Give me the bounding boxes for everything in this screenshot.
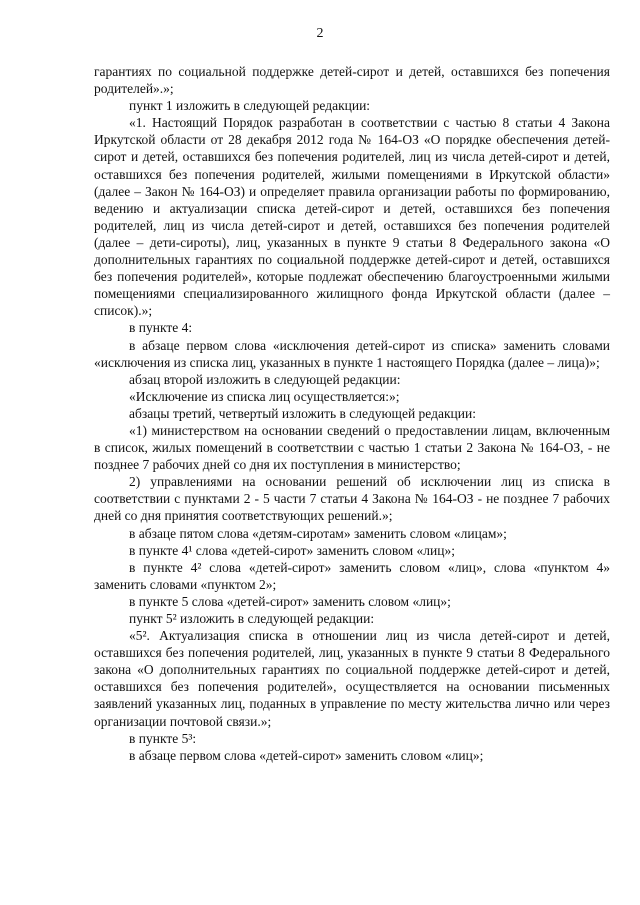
paragraph: абзац второй изложить в следующей редакции: — [129, 371, 401, 387]
paragraph: «Исключение из списка лиц осуществляется:»; — [129, 388, 400, 404]
paragraph: в пункте 4¹ слова «детей-сирот» заменить словом «лиц»; — [129, 542, 455, 558]
page-number: 2 — [316, 26, 324, 41]
paragraph: абзацы третий, четвертый изложить в следующей редакции: — [129, 405, 476, 421]
paragraph: «1. Настоящий Порядок разработан в соответствии с частью 8 статьи 4 Закона Иркутской области от 28 декабря 2012 года № 164-ОЗ «О порядке обеспечения детей-сирот и детей, оставшихся без попечения родителей, лиц из числа детей-сирот и детей, оставшихся без попечения родителей, жилыми помещениями в Иркутской области» (далее – Закон № 164-ОЗ) и определяет правила организации работы по формированию, ведению и актуализации списка детей-сирот и детей, оставшихся без попечения родителей, лиц из числа детей-сирот и детей, оставшихся без попечения родителей (далее – дети-сироты), лиц, указанных в пункте 9 статьи 8 Федерального закона «О дополнительных гарантиях по социальной поддержке детей-сирот и детей, оставшихся без попечения родителей», которые подлежат обеспечению благоустроенными жилыми помещениями специализированного жилищного фонда Иркутской области (далее – список).»; — [94, 115, 610, 319]
paragraph: 2) управлениями на основании решений об исключении лиц из списка в соответствии с пунктами 2 - 5 части 7 статьи 4 Закона № 164-ОЗ - не позднее 7 рабочих дней со дня принятия соответствующих решений.»; — [94, 474, 610, 524]
paragraph: в пункте 5 слова «детей-сирот» заменить словом «лиц»; — [129, 593, 451, 609]
paragraph: «1) министерством на основании сведений о предоставлении лицам, включенным в список, жилых помещений в соответствии с частью 1 статьи 2 Закона № 164-ОЗ, - не позднее 7 рабочих дней со дня их поступления в министерство; — [94, 422, 610, 473]
paragraph: пункт 5² изложить в следующей редакции: — [129, 611, 375, 626]
paragraph: в пункте 5³: — [129, 730, 197, 746]
paragraph: в пункте 4² слова «детей-сирот» заменить словом «лиц», слова «пунктом 4» заменить словами «пунктом 2»; — [94, 559, 610, 592]
document-body — [94, 63, 610, 764]
paragraph: в пункте 4: — [129, 320, 193, 336]
paragraph: в абзаце первом слова «детей-сирот» заменить словом «лиц»; — [129, 747, 484, 763]
paragraph: пункт 1 изложить в следующей редакции: — [129, 98, 371, 114]
paragraph: в абзаце пятом слова «детям-сиротам» заменить словом «лицам»; — [129, 525, 507, 541]
paragraph: гарантиях по социальной поддержке детей-сирот и детей, оставшихся без попечения родителей».»; — [94, 64, 610, 97]
paragraph: «5². Актуализация списка в отношении лиц из числа детей-сирот и детей, оставшихся без попечения родителей, лиц, указанных в пункте 9 статьи 8 Федерального закона «О дополнительных гарантиях по социальной поддержке детей-сирот и детей, оставшихся без попечения родителей», осуществляется на основании письменных заявлений указанных лиц, поданных в управление по месту жительства лично или через организации почтовой связи.»; — [94, 628, 610, 729]
paragraph: в абзаце первом слова «исключения детей-сирот из списка» заменить словами «исключения из списка лиц, указанных в пункте 1 настоящего Порядка (далее – лица)»; — [94, 337, 610, 370]
